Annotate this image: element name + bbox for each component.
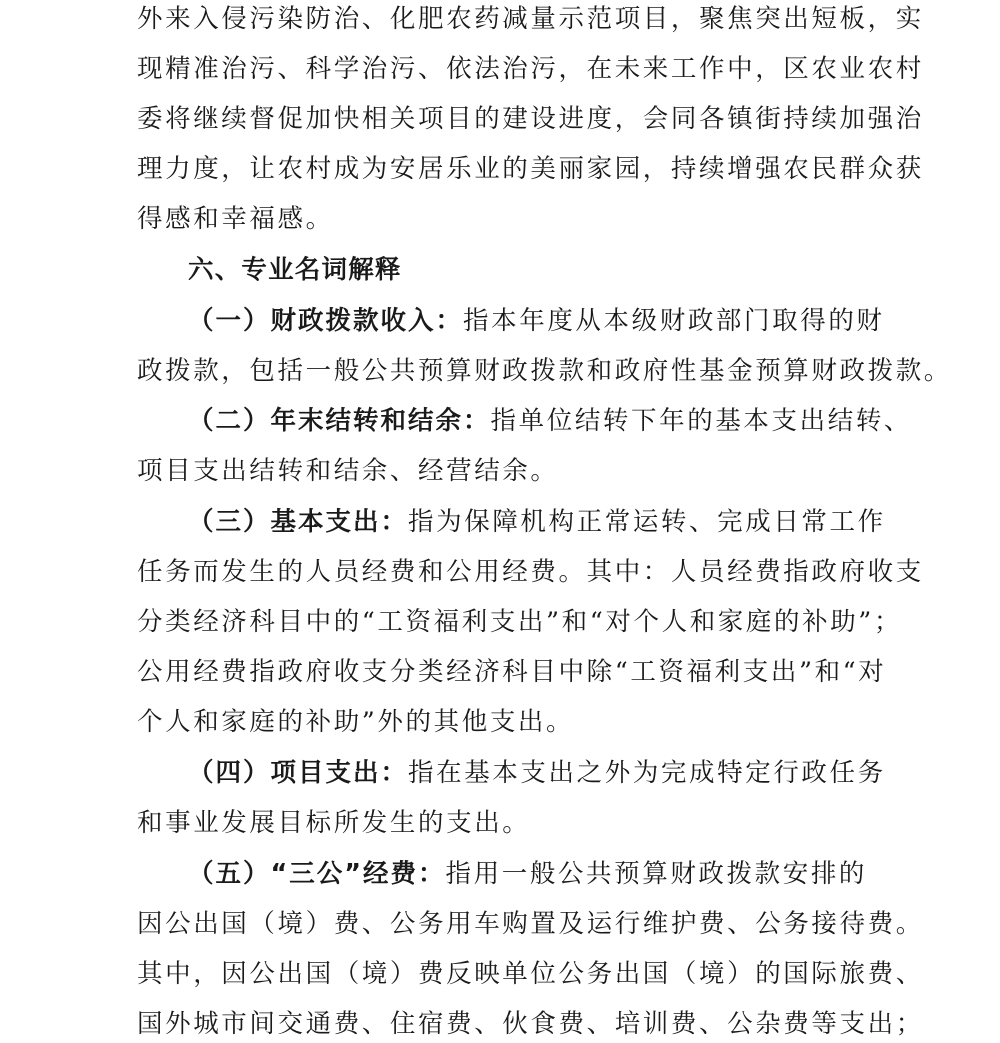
definition-first-line	[188, 403, 948, 439]
definition-text: 指在基本支出之外为完成特定行政任务	[408, 758, 886, 788]
definition-line: 任务而发生的人员经费和公用经费。其中：人员经费指政府收支	[137, 557, 924, 587]
definition-term: （五）“三公”经费：	[188, 859, 446, 889]
definition-term: （四）项目支出：	[188, 758, 409, 788]
definition-line: 个人和家庭的补助”外的其他支出。	[137, 707, 575, 737]
paragraph-line: 外来入侵污染防治、化肥农药减量示范项目，聚焦突出短板，实	[137, 4, 924, 34]
paragraph-line: 现精准治污、科学治污、依法治污，在未来工作中，区农业农村	[137, 54, 924, 84]
definition-line: 公用经费指政府收支分类经济科目中除“工资福利支出”和“对	[137, 657, 887, 687]
definition-line: 分类经济科目中的“工资福利支出”和“对个人和家庭的补助”；	[137, 607, 903, 637]
section-heading: 六、专业名词解释	[188, 255, 402, 285]
definition-line: 国外城市间交通费、住宿费、伙食费、培训费、公杂费等支出；	[137, 1009, 924, 1039]
definition-first-line	[188, 755, 948, 791]
definition-text: 指单位结转下年的基本支出结转、	[490, 406, 913, 436]
definition-line: 因公出国（境）费、公务用车购置及运行维护费、公务接待费。	[137, 909, 924, 939]
definition-first-line	[188, 856, 948, 892]
definition-term: （一）财政拨款收入：	[188, 306, 464, 336]
paragraph-line: 理力度，让农村成为安居乐业的美丽家园，持续增强农民群众获	[137, 154, 924, 184]
definition-line: 政拨款，包括一般公共预算财政拨款和政府性基金预算财政拨款。	[137, 356, 952, 386]
paragraph-line: 得感和幸福感。	[137, 204, 334, 234]
definition-term: （三）基本支出：	[188, 507, 409, 537]
definition-line: 项目支出结转和结余、经营结余。	[137, 456, 559, 486]
definition-line: 其中，因公出国（境）费反映单位公务出国（境）的国际旅费、	[137, 959, 924, 989]
definition-line: 和事业发展目标所发生的支出。	[137, 808, 531, 838]
definition-first-line	[188, 303, 948, 339]
definition-first-line	[188, 504, 948, 540]
definition-text: 指本年度从本级财政部门取得的财	[463, 306, 885, 336]
definition-term: （二）年末结转和结余：	[188, 406, 491, 436]
definition-text: 指用一般公共预算财政拨款安排的	[445, 859, 868, 889]
paragraph-line: 委将继续督促加快相关项目的建设进度，会同各镇街持续加强治	[137, 104, 924, 134]
definition-text: 指为保障机构正常运转、完成日常工作	[408, 507, 886, 537]
